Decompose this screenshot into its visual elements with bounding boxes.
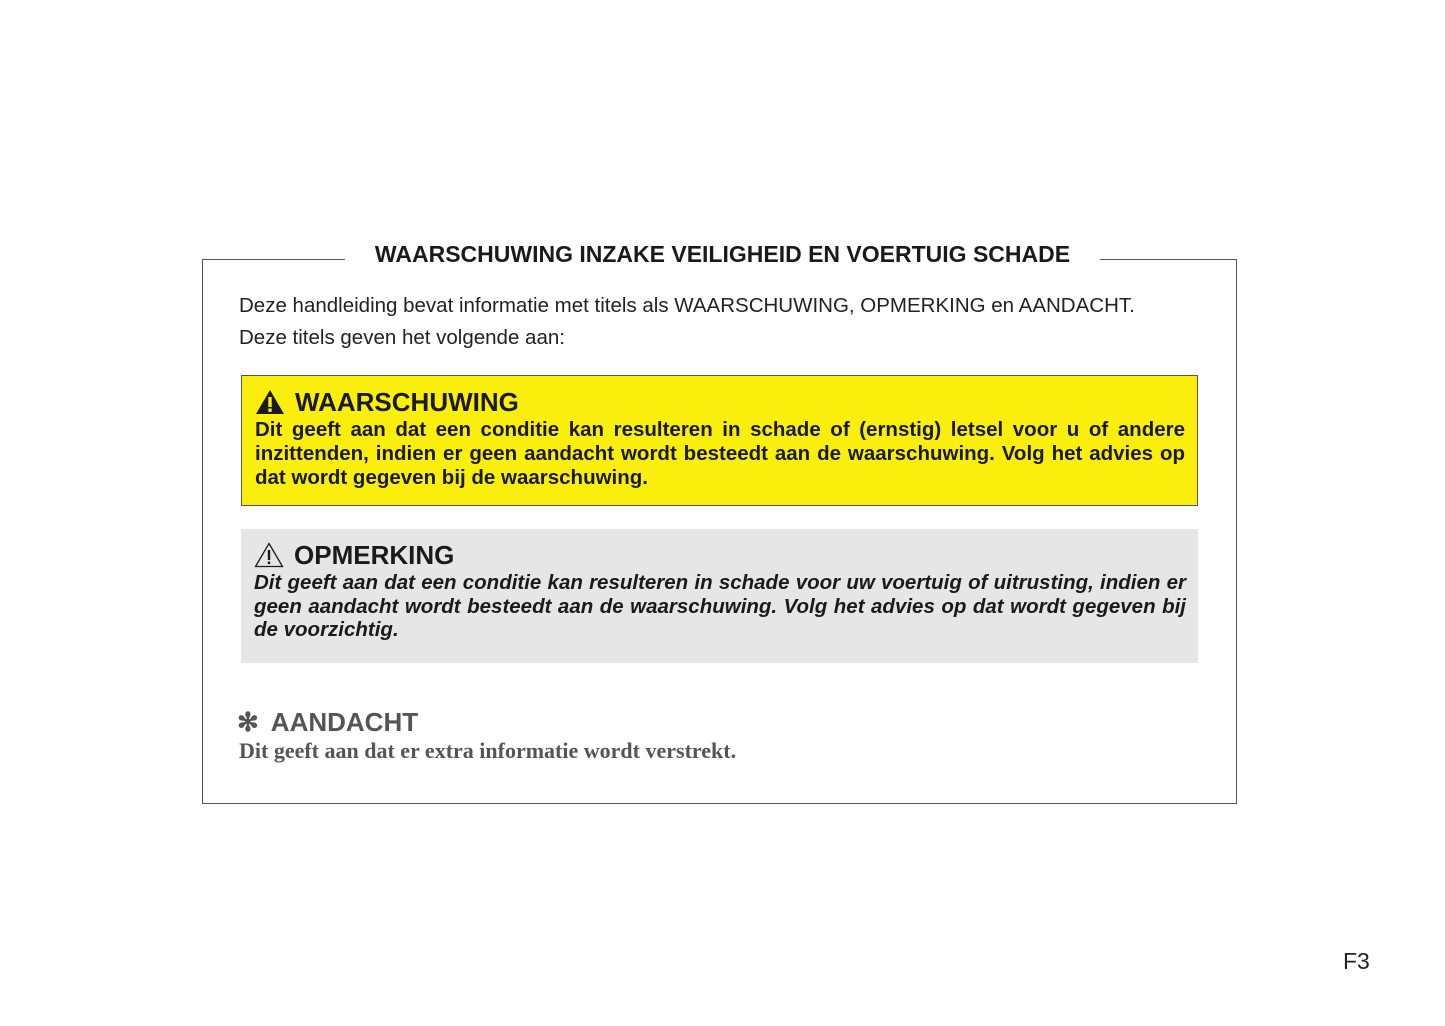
warning-box — [241, 375, 1198, 506]
warning-filled-triangle-icon — [255, 389, 285, 415]
intro-text — [239, 290, 1199, 354]
warning-text: Dit geeft aan dat een conditie kan resulteren in schade of (ernstig) letsel voor u of andere inzittenden, indien er geen aandacht wordt besteedt aan de waarschuwing. Volg het advies op dat wordt gegeven bij de waarschuwing. — [255, 418, 1185, 489]
warning-title: WAARSCHUWING — [295, 387, 519, 417]
intro-line: Deze handleiding bevat informatie met titels als WAARSCHUWING, OPMERKING en AANDACHT. — [239, 294, 1135, 317]
attention-section — [237, 706, 736, 764]
caution-outline-triangle-icon — [254, 542, 284, 568]
page-number: F3 — [1343, 948, 1370, 974]
attention-title: AANDACHT — [270, 707, 419, 737]
asterisk-icon: ✻ — [237, 707, 259, 737]
intro-line: Deze titels geven het volgende aan: — [239, 326, 565, 349]
note-box — [241, 529, 1198, 663]
note-title: OPMERKING — [294, 540, 455, 570]
attention-text: Dit geeft aan dat er extra informatie wordt verstrekt. — [239, 738, 737, 763]
note-text: Dit geeft aan dat een conditie kan resulteren in schade voor uw voertuig of uitrusting, indien er geen aandacht wordt besteedt aan de waarschuwing. Volg het advies op dat wordt gegeven bij de voorzichtig. — [254, 571, 1186, 641]
section-title: WAARSCHUWING INZAKE VEILIGHEID EN VOERTUIG SCHADE — [345, 240, 1100, 268]
